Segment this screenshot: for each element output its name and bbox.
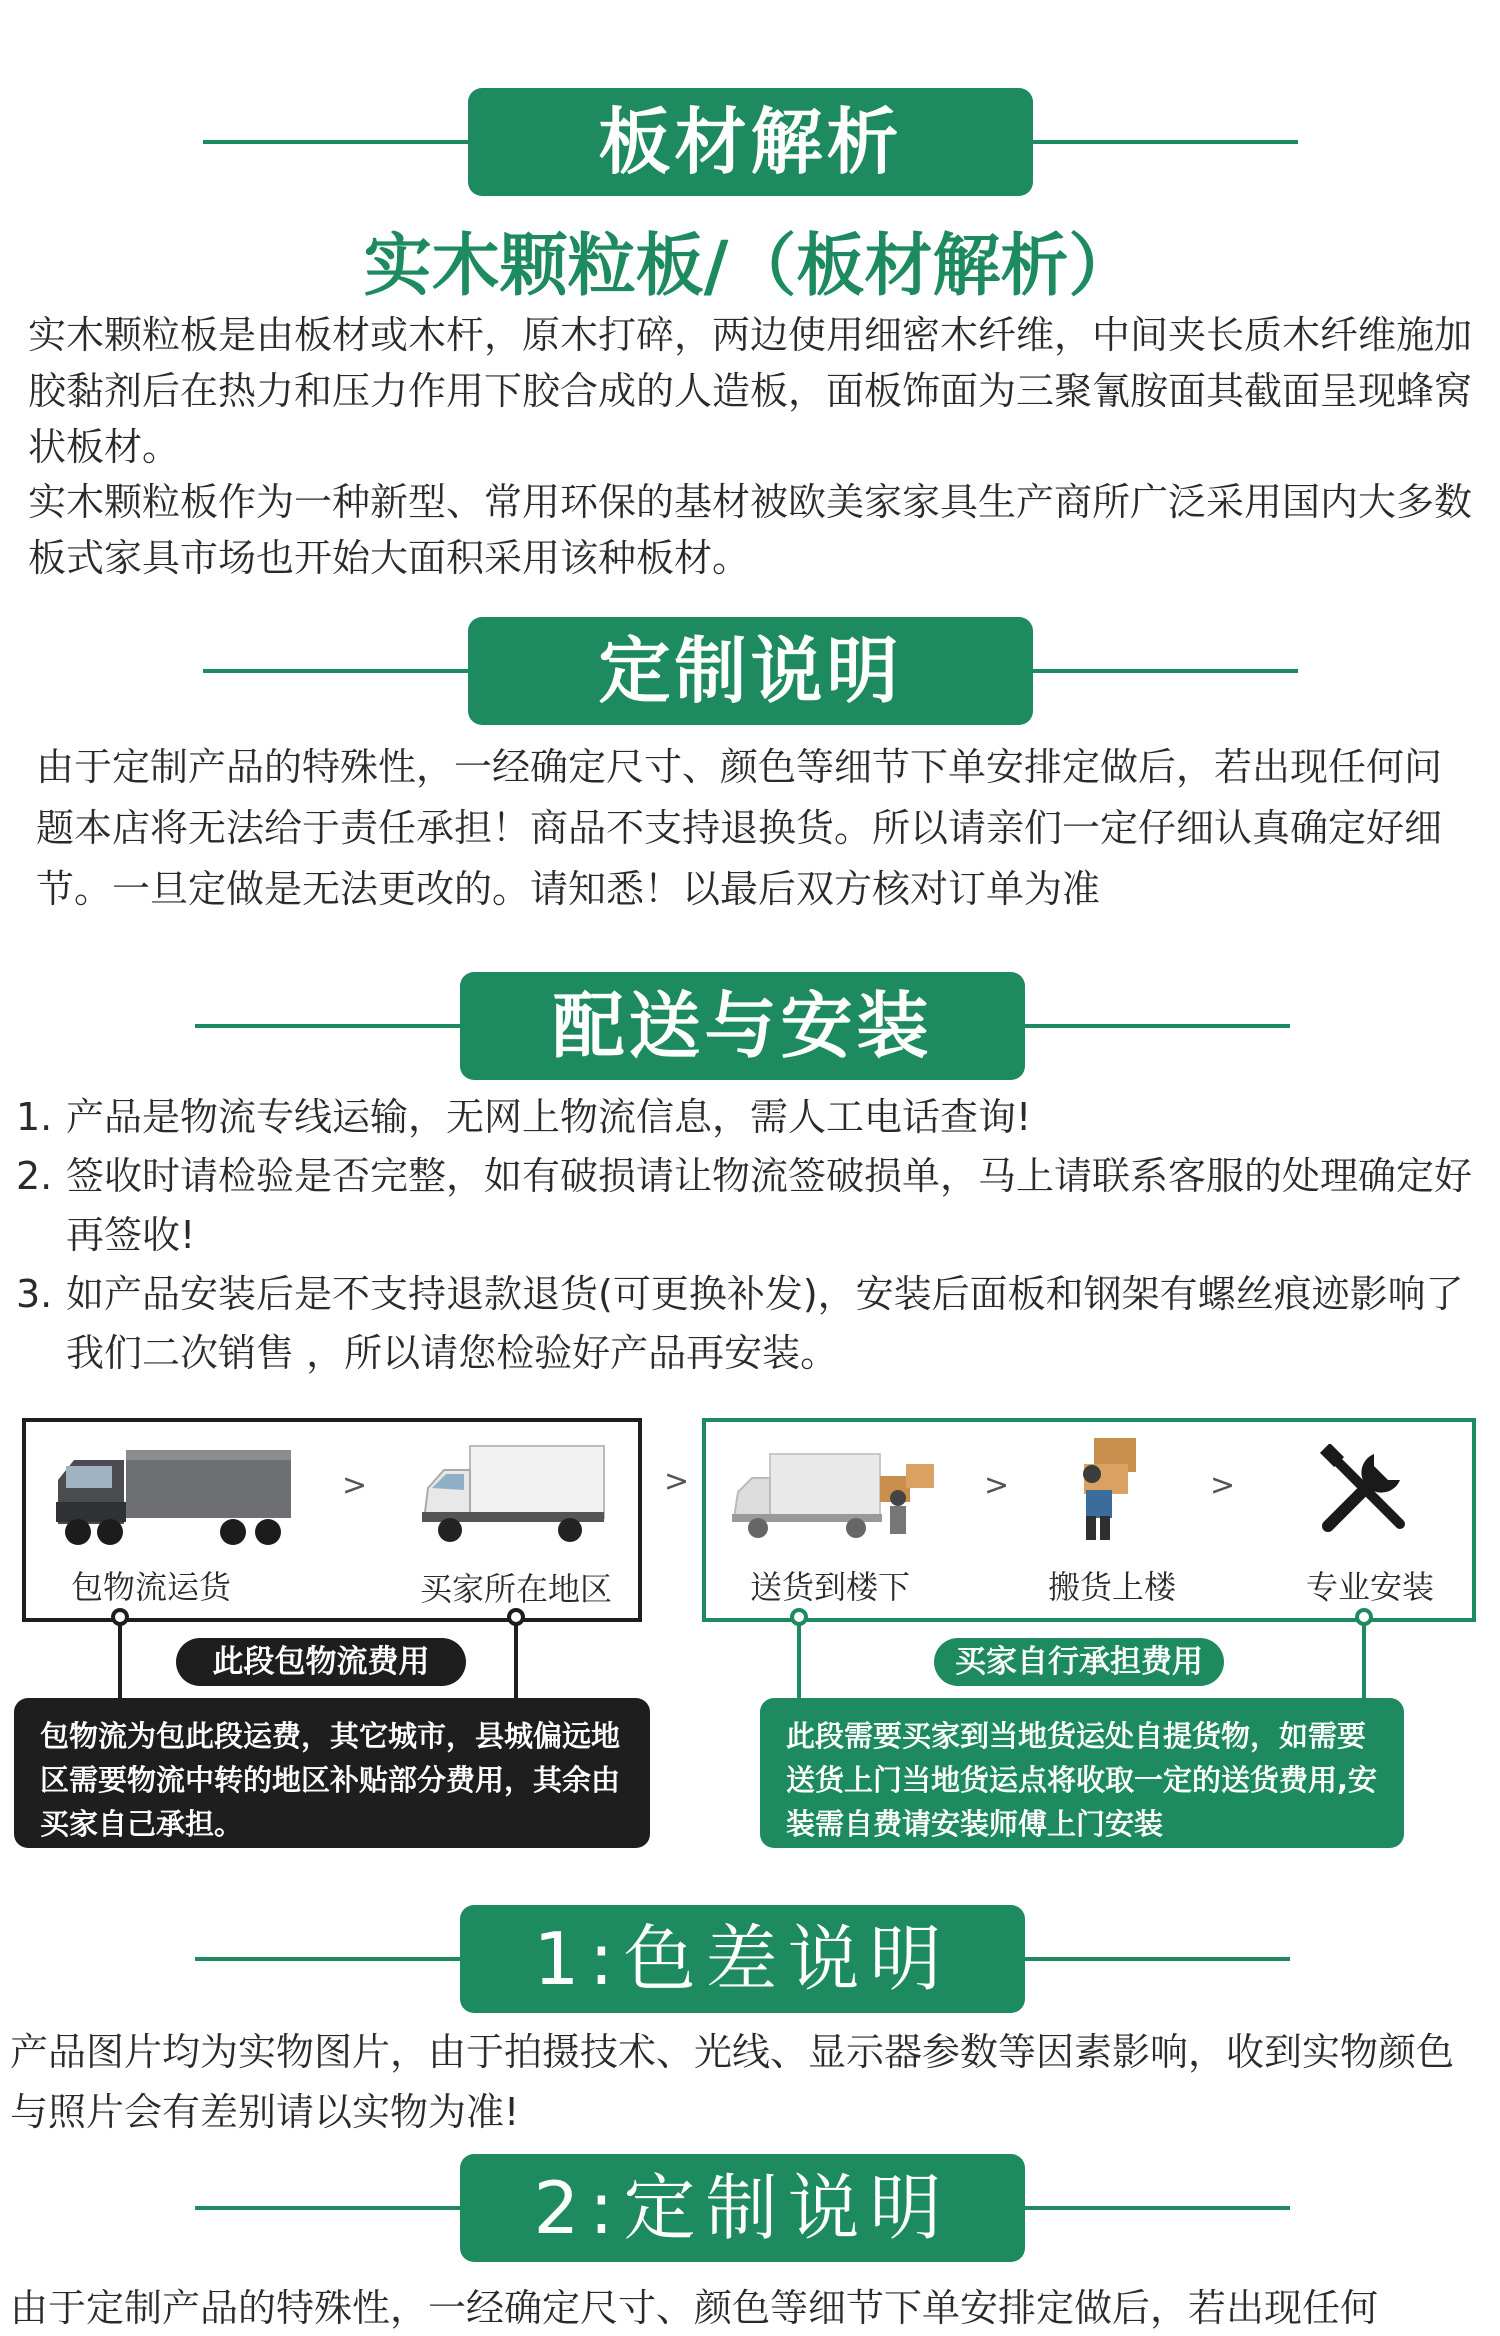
list-number: 1. (16, 1095, 53, 1139)
board-paragraph-1: 实木颗粒板是由板材或木杆，原木打碎，两边使用细密木纤维，中间夹长质木纤维施加胶黏剂后在热力和压力作用下胶合成的人造板，面板饰面为三聚氰胺面其截面呈现蜂窝状板材。 (28, 313, 1473, 469)
header-line-right (1020, 1957, 1290, 1961)
connector-line (514, 1616, 518, 1704)
header-color-diff (0, 1905, 1500, 2013)
header-line-left (203, 669, 473, 673)
note-logistics: 包物流为包此段运费，其它城市，县城偏远地区需要物流中转的地区补贴部分费用，其余由买家自己承担。 (14, 1698, 650, 1848)
header-line-left (195, 1957, 465, 1961)
arrow-glyph: > (984, 1468, 1010, 1503)
connector-dot (111, 1608, 129, 1626)
list-item (16, 1265, 1486, 1383)
header-board (0, 88, 1500, 196)
step-carry-upstairs: 搬货上楼 (1047, 1568, 1176, 1606)
section-title-custom-2: 2:定制说明 (460, 2154, 1025, 2262)
section-title-delivery: 配送与安装 (460, 972, 1025, 1080)
arrow-glyph: > (664, 1464, 690, 1499)
step-logistics: 包物流运货 (70, 1568, 231, 1606)
list-item (16, 1088, 1486, 1147)
section-title-custom: 定制说明 (468, 617, 1033, 725)
step-deliver-downstairs: 送货到楼下 (749, 1568, 910, 1606)
header-line-right (1028, 669, 1298, 673)
tag-logistics-covered: 此段包物流费用 (176, 1638, 466, 1686)
list-item (16, 1147, 1486, 1265)
custom-2-paragraph: 由于定制产品的特殊性，一经确定尺寸、颜色等细节下单安排定做后，若出现任何 (10, 2286, 1379, 2330)
connector-line (797, 1616, 801, 1704)
list-text: 产品是物流专线运输，无网上物流信息，需人工电话查询! (66, 1095, 1032, 1139)
carrying-person-icon (1070, 1434, 1150, 1544)
header-line-right (1020, 1024, 1290, 1028)
note-buyer: 此段需要买家到当地货运处自提货物，如需要送货上门当地货运点将收取一定的送货费用,安装需自费请安装师傅上门安装 (760, 1698, 1404, 1848)
list-number: 3. (16, 1272, 53, 1316)
color-diff-paragraph: 产品图片均为实物图片，由于拍摄技术、光线、显示器参数等因素影响，收到实物颜色与照片会有差别请以实物为准! (10, 2030, 1455, 2134)
connector-dot (790, 1608, 808, 1626)
tag-buyer-pays: 买家自行承担费用 (934, 1638, 1224, 1686)
flow-box-logistics (22, 1418, 642, 1622)
flow-box-buyer (702, 1418, 1476, 1622)
header-delivery (0, 972, 1500, 1080)
list-text: 如产品安装后是不支持退款退货(可更换补发)，安装后面板和钢架有螺丝痕迹影响了我们二次销售 ，所以请您检验好产品再安装。 (66, 1272, 1464, 1375)
header-line-left (195, 1024, 465, 1028)
section-title-board: 板材解析 (468, 88, 1033, 196)
board-subtitle: 实木颗粒板/（板材解析） (363, 227, 1137, 306)
section-title-color-diff: 1:色差说明 (460, 1905, 1025, 2013)
header-line-left (195, 2206, 465, 2210)
box-truck-icon (418, 1440, 608, 1550)
connector-line (118, 1616, 122, 1704)
list-text: 签收时请检验是否完整，如有破损请让物流签破损单，马上请联系客服的处理确定好再签收! (66, 1154, 1473, 1257)
custom-paragraph: 由于定制产品的特殊性，一经确定尺寸、颜色等细节下单安排定做后，若出现任何问题本店将无法给于责任承担！商品不支持退换货。所以请亲们一定仔细认真确定好细节。一旦定做是无法更改的。请知悉！以最后双方核对订单为准 (36, 745, 1443, 911)
connector-dot (1355, 1608, 1373, 1626)
header-line-right (1028, 140, 1298, 144)
header-custom-2 (0, 2154, 1500, 2262)
connector-line (1362, 1616, 1366, 1704)
semi-truck-icon (48, 1442, 298, 1552)
list-number: 2. (16, 1154, 53, 1198)
arrow-glyph: > (1210, 1468, 1236, 1503)
tools-icon (1318, 1444, 1410, 1536)
header-custom (0, 617, 1500, 725)
step-buyer-area: 买家所在地区 (419, 1570, 612, 1608)
connector-dot (507, 1608, 525, 1626)
delivery-list (16, 1088, 1486, 1383)
step-installation: 专业安装 (1305, 1568, 1434, 1606)
arrow-glyph: > (342, 1468, 368, 1503)
board-paragraph-2: 实木颗粒板作为一种新型、常用环保的基材被欧美家家具生产商所广泛采用国内大多数板式家具市场也开始大面积采用该种板材。 (28, 480, 1473, 580)
header-line-right (1020, 2206, 1290, 2210)
delivery-truck-icon (730, 1446, 940, 1546)
header-line-left (203, 140, 473, 144)
